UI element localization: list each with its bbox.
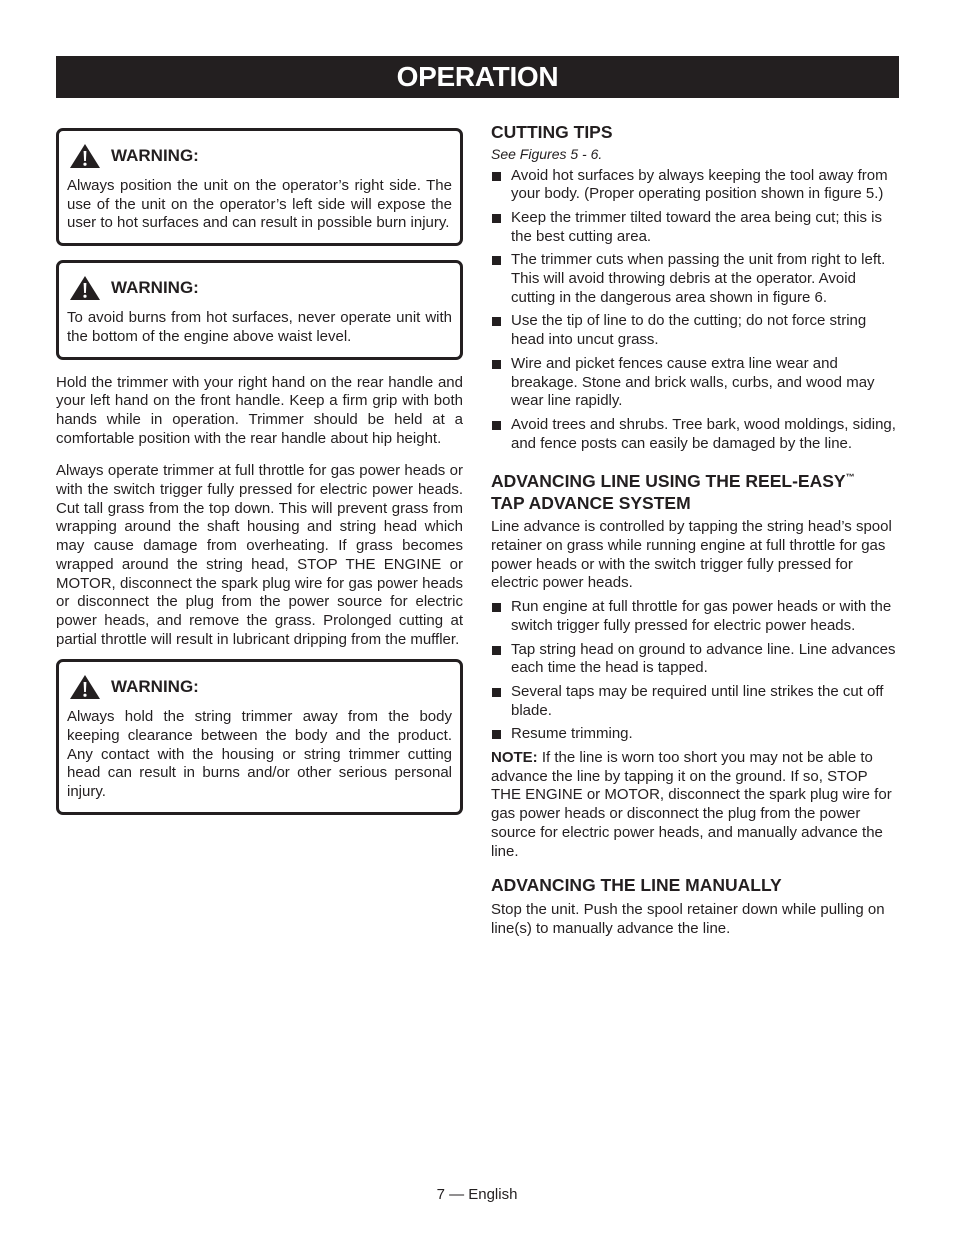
page-footer: 7 — English	[436, 1186, 518, 1203]
warning-label: WARNING:	[111, 278, 199, 298]
throttle-paragraph: Always operate trimmer at full throttle for gas power heads or with the switch trigger fully pressed for electric power heads. Cut tall grass from the top down. This will prevent grass from wrapping around the shaft housing and string head which may cause damage from overheating. If grass becomes wrapped around the string head, STOP THE ENGINE or MOTOR, disconnect the spark plug wire for gas power heads or disconnect the plug from the power source for electric power heads, and remove the grass. Prolonged cutting at partial throttle will result in lubricant dripping from the muffler.	[56, 462, 463, 648]
cutting-tips-list	[491, 167, 899, 454]
figure-reference: See Figures 5 - 6.	[491, 145, 603, 162]
cutting-tips-section	[491, 122, 899, 453]
list-item: Keep the trimmer tilted toward the area being cut; this is the best cutting area.	[491, 209, 899, 246]
warning-label: WARNING:	[111, 677, 199, 697]
note	[491, 749, 899, 861]
note-text: If the line is worn too short you may not be able to advance the line by tapping it on the ground. If so, STOP THE ENGINE or MOTOR, disconnect the spark plug wire for gas power heads or disconnect the plug from the power source for electric power heads, and manually advance the line.	[491, 749, 892, 860]
warning-box-2	[56, 260, 463, 359]
warning-text: Always position the unit on the operator’s right side. The use of the unit on the operator’s left side will expose the user to hot surfaces and can result in possible burn injury.	[67, 177, 452, 232]
section-heading: ADVANCING THE LINE MANUALLY	[491, 875, 782, 896]
list-item: Tap string head on ground to advance line. Line advances each time the head is tapped.	[491, 641, 899, 678]
heading-line-1: ADVANCING LINE USING THE REEL-EASY	[491, 471, 846, 492]
warning-text: Always hold the string trimmer away from the body keeping clearance between the body and the product. Any contact with the housing or string trimmer cutting head can result in burns and/or other serious personal injury.	[67, 708, 452, 801]
list-item: Wire and picket fences cause extra line wear and breakage. Stone and brick walls, curbs, and wood may wear line rapidly.	[491, 355, 899, 411]
left-column	[56, 128, 463, 829]
warning-label: WARNING:	[111, 146, 199, 165]
list-item: Run engine at full throttle for gas power heads or with the switch trigger fully pressed for electric power heads.	[491, 598, 899, 635]
grip-paragraph: Hold the trimmer with your right hand on the rear handle and your left hand on the front handle. Keep a firm grip with both hands while in operation. Trimmer should be held at a comfortable position with the rear handle about hip height.	[56, 373, 463, 447]
section-heading: CUTTING TIPS	[491, 122, 613, 142]
warning-text: To avoid burns from hot surfaces, never operate unit with the bottom of the engine above waist level.	[67, 309, 452, 345]
list-item: Several taps may be required until line strikes the cut off blade.	[491, 683, 899, 720]
manual-advance-section	[491, 875, 899, 938]
list-item: Resume trimming.	[491, 725, 899, 744]
right-column	[491, 122, 899, 943]
page-title: OPERATION	[56, 56, 899, 98]
heading-line-2: TAP ADVANCE SYSTEM	[491, 492, 691, 513]
intro-text: Line advance is controlled by tapping the string head’s spool retainer on grass while running engine at full throttle for gas power heads or with the switch trigger fully pressed for electric power heads.	[491, 518, 892, 592]
warning-box-3	[56, 659, 463, 815]
section-heading	[491, 467, 899, 514]
warning-box-1	[56, 128, 463, 246]
advancing-line-section	[491, 467, 899, 861]
warning-icon	[69, 674, 101, 700]
warning-icon	[69, 143, 101, 169]
trademark: ™	[845, 472, 855, 483]
note-label: NOTE:	[491, 749, 538, 767]
warning-icon	[69, 275, 101, 301]
list-item: Avoid trees and shrubs. Tree bark, wood moldings, siding, and fence posts can easily be damaged by the line.	[491, 416, 899, 453]
list-item: Use the tip of line to do the cutting; do not force string head into uncut grass.	[491, 312, 899, 349]
list-item: The trimmer cuts when passing the unit from right to left. This will avoid throwing debris at the operator. Avoid cutting in the dangerous area shown in figure 6.	[491, 251, 899, 307]
advancing-list	[491, 598, 899, 744]
list-item: Avoid hot surfaces by always keeping the tool away from your body. (Proper operating position shown in figure 5.)	[491, 167, 899, 204]
manual-text: Stop the unit. Push the spool retainer down while pulling on line(s) to manually advance the line.	[491, 900, 885, 937]
